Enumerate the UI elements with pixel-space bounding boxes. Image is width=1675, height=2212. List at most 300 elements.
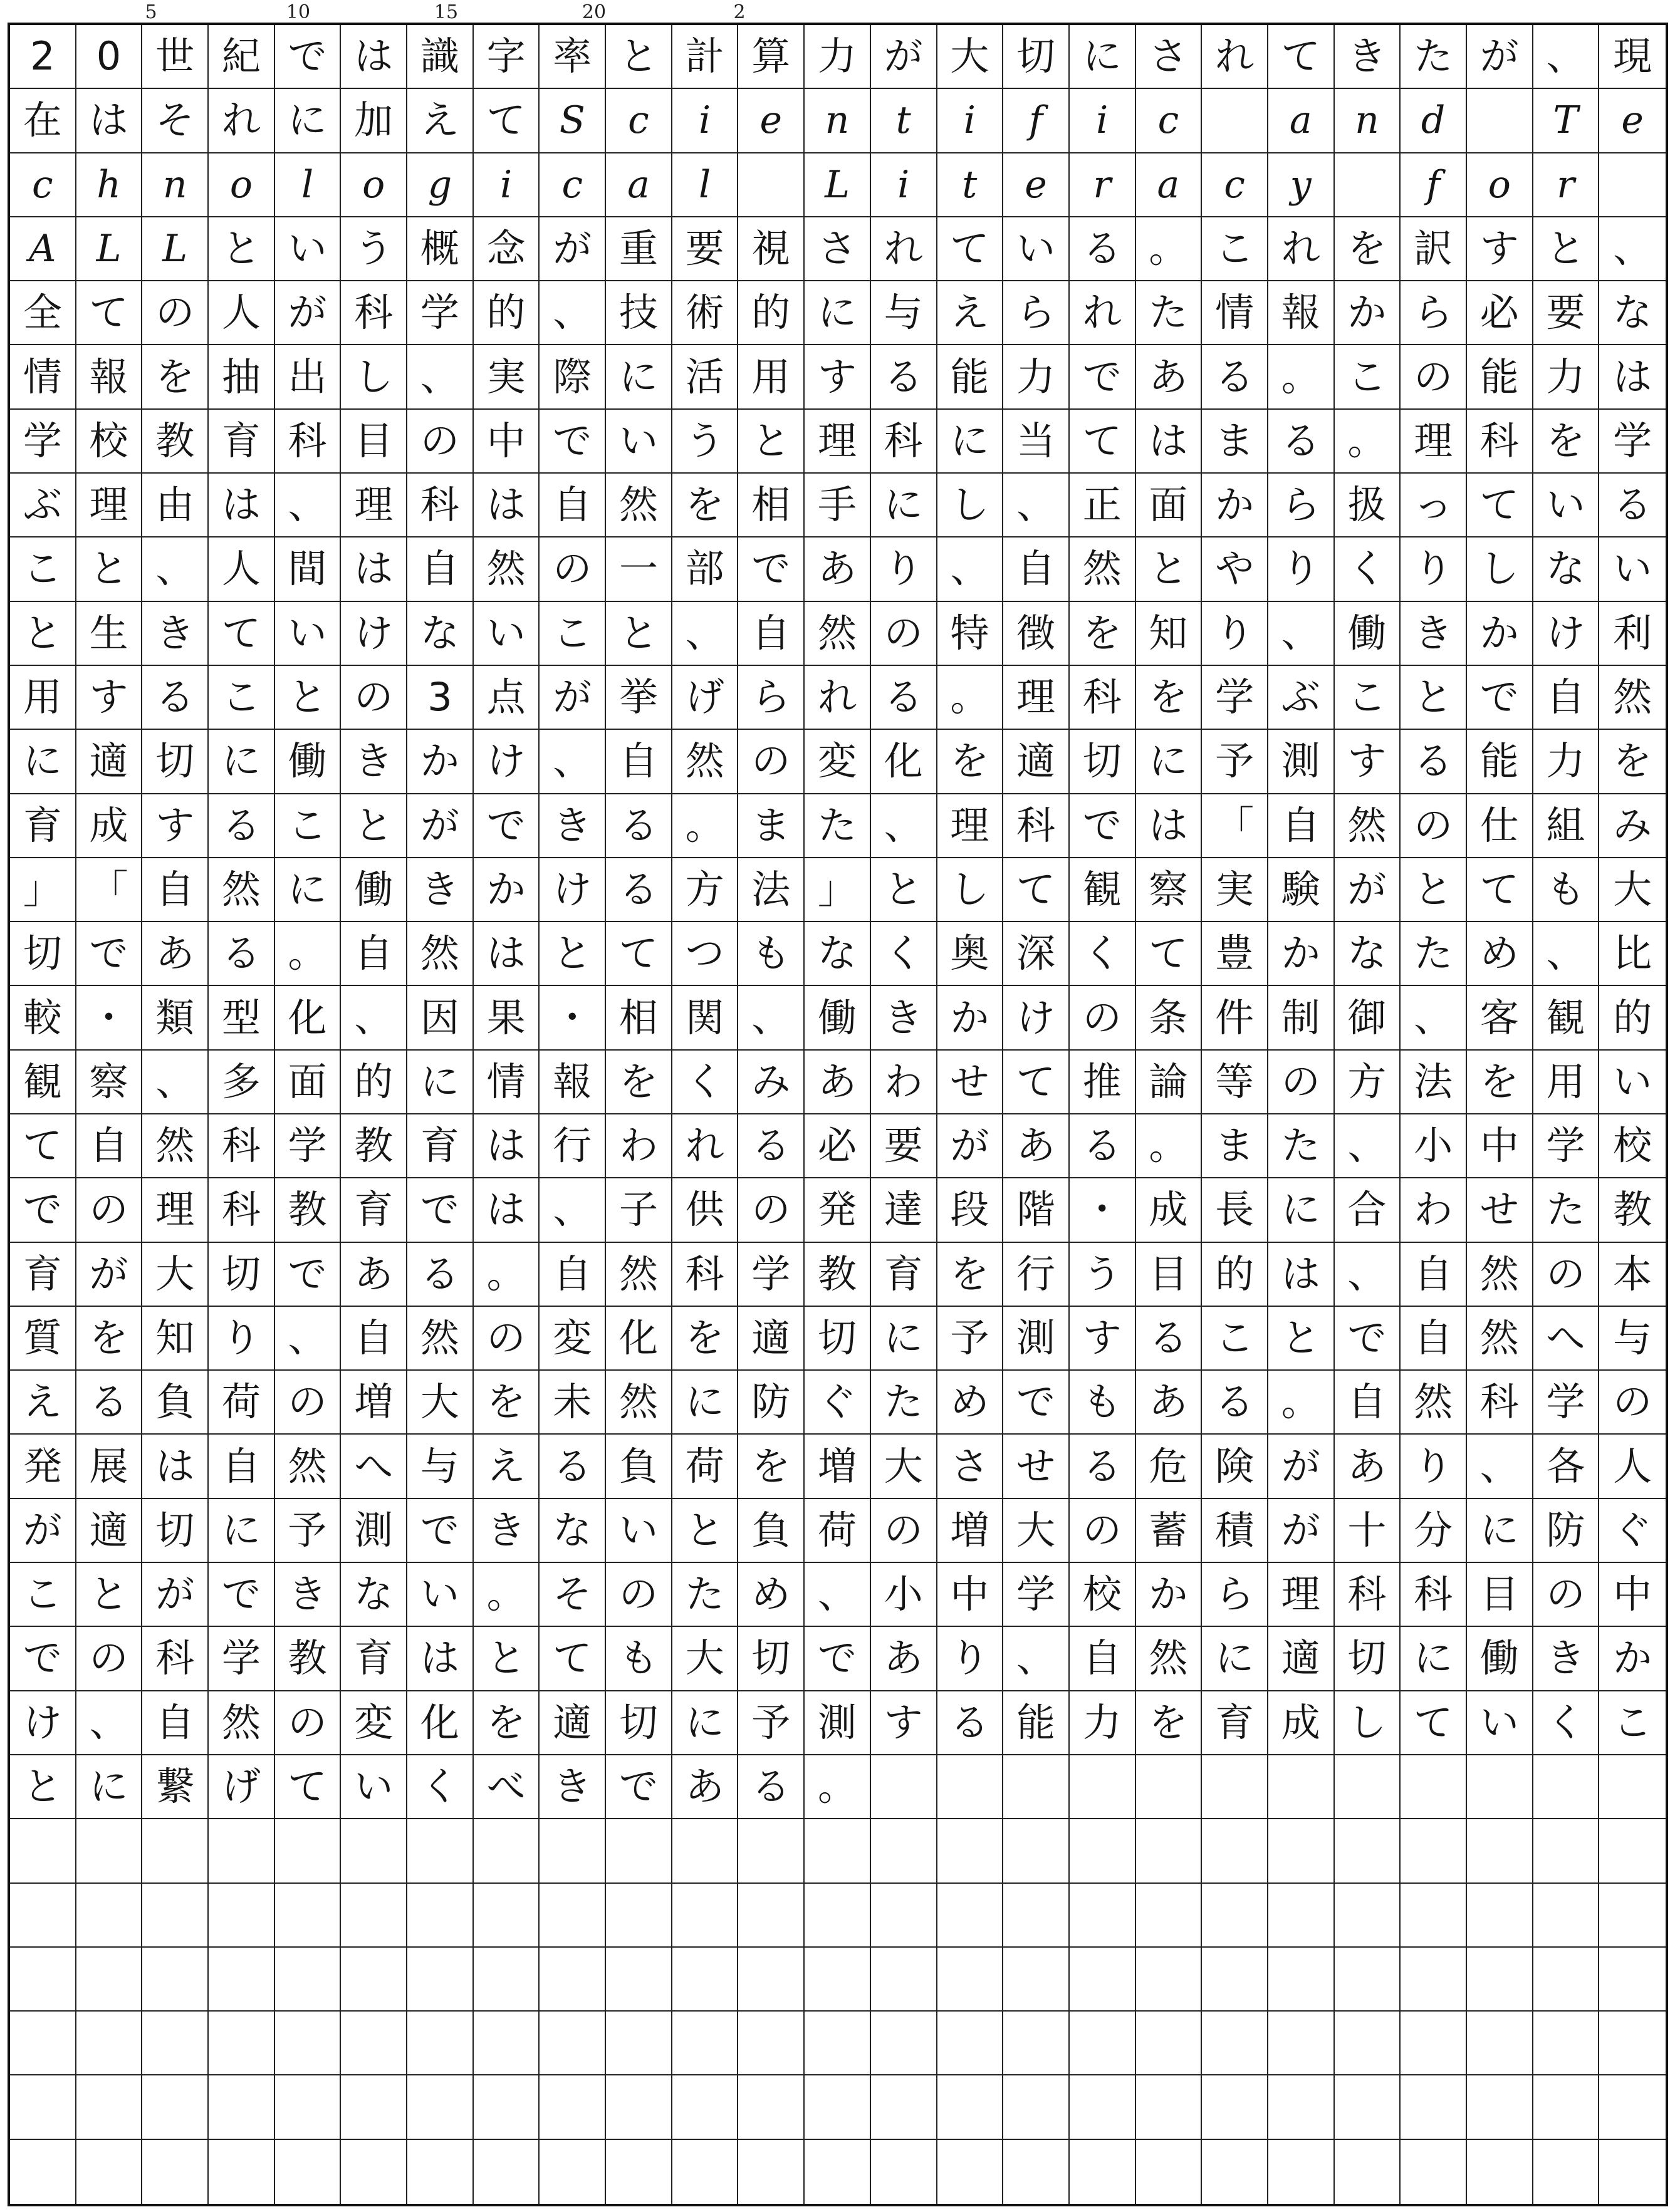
grid-cell: 在 — [10, 89, 76, 153]
grid-cell: に — [209, 1499, 275, 1563]
grid-cell: け — [1003, 986, 1070, 1050]
grid-cell: と — [76, 537, 143, 601]
grid-cell: わ — [1401, 1178, 1467, 1242]
grid-cell: L — [142, 217, 209, 281]
grid-cell: n — [1335, 89, 1401, 153]
grid-cell: 制 — [1268, 986, 1335, 1050]
grid-cell: に — [1268, 1178, 1335, 1242]
grid-cell: 子 — [606, 1178, 672, 1242]
column-marker-25: 2 — [733, 1, 746, 23]
grid-cell: る — [1401, 730, 1467, 794]
grid-cell: ら — [738, 666, 805, 730]
grid-cell — [738, 1948, 805, 2012]
grid-cell: の — [474, 1307, 540, 1371]
grid-cell — [275, 2140, 342, 2204]
grid-cell — [1070, 2012, 1136, 2075]
grid-cell: 実 — [474, 345, 540, 409]
grid-cell — [1268, 2140, 1335, 2204]
grid-cell: の — [142, 281, 209, 345]
grid-cell: ・ — [1070, 1178, 1136, 1242]
grid-cell: 予 — [1202, 730, 1268, 794]
grid-cell: 、 — [142, 1051, 209, 1114]
grid-cell: 働 — [805, 986, 871, 1050]
grid-cell: 、 — [1335, 1243, 1401, 1307]
grid-cell: 、 — [1003, 474, 1070, 537]
grid-cell — [209, 1884, 275, 1948]
grid-cell — [672, 2140, 739, 2204]
grid-cell: 、 — [540, 1178, 606, 1242]
grid-cell — [407, 1884, 474, 1948]
grid-cell: で — [805, 1627, 871, 1691]
grid-cell: い — [1003, 217, 1070, 281]
grid-cell — [76, 1819, 143, 1883]
grid-cell: が — [540, 217, 606, 281]
grid-cell — [1599, 153, 1666, 217]
grid-cell: 切 — [1003, 25, 1070, 89]
genkou-grid — [8, 23, 1668, 2206]
grid-cell: で — [209, 1563, 275, 1627]
grid-cell: で — [1070, 794, 1136, 858]
grid-cell: c — [540, 153, 606, 217]
grid-cell: 自 — [341, 922, 407, 986]
grid-cell: 仕 — [1467, 794, 1533, 858]
grid-cell — [1003, 1819, 1070, 1883]
grid-cell: 学 — [1003, 1563, 1070, 1627]
grid-cell: 条 — [1136, 986, 1203, 1050]
grid-cell — [805, 2075, 871, 2139]
grid-cell: 自 — [407, 537, 474, 601]
grid-cell: 教 — [341, 1114, 407, 1178]
grid-cell: か — [1136, 1563, 1203, 1627]
grid-cell — [341, 2012, 407, 2075]
grid-cell: で — [606, 1755, 672, 1819]
grid-cell: 理 — [805, 410, 871, 474]
grid-cell: か — [1202, 474, 1268, 537]
grid-cell: さ — [937, 1435, 1004, 1498]
grid-cell: 験 — [1268, 858, 1335, 922]
grid-cell: 科 — [341, 281, 407, 345]
grid-cell: 活 — [672, 345, 739, 409]
grid-cell: に — [275, 89, 342, 153]
grid-cell — [805, 2140, 871, 2204]
grid-cell: 的 — [474, 281, 540, 345]
grid-cell: あ — [341, 1243, 407, 1307]
grid-cell: の — [1533, 1243, 1600, 1307]
grid-cell: 達 — [871, 1178, 937, 1242]
grid-cell — [1401, 2012, 1467, 2075]
grid-cell: を — [606, 1051, 672, 1114]
grid-cell: る — [871, 666, 937, 730]
grid-cell — [76, 1884, 143, 1948]
grid-cell: 然 — [606, 474, 672, 537]
grid-cell: の — [1533, 1563, 1600, 1627]
grid-cell: 育 — [10, 794, 76, 858]
grid-cell — [10, 2012, 76, 2075]
column-marker-20: 20 — [582, 1, 607, 23]
grid-cell: 特 — [937, 602, 1004, 666]
grid-cell: 自 — [1070, 1627, 1136, 1691]
grid-cell: 全 — [10, 281, 76, 345]
grid-cell — [672, 1948, 739, 2012]
grid-cell — [341, 1884, 407, 1948]
grid-cell: の — [738, 1178, 805, 1242]
grid-cell: き — [1533, 1627, 1600, 1691]
grid-cell: 能 — [1467, 345, 1533, 409]
grid-cell: 現 — [1599, 25, 1666, 89]
grid-cell: 点 — [474, 666, 540, 730]
grid-cell: ・ — [76, 986, 143, 1050]
grid-cell — [937, 1884, 1004, 1948]
grid-cell: 発 — [10, 1435, 76, 1498]
grid-cell: ら — [1401, 281, 1467, 345]
grid-cell — [1335, 2075, 1401, 2139]
grid-cell: 化 — [871, 730, 937, 794]
grid-cell: 測 — [1003, 1307, 1070, 1371]
grid-cell: 積 — [1202, 1499, 1268, 1563]
grid-cell: e — [1599, 89, 1666, 153]
grid-cell: な — [805, 922, 871, 986]
grid-cell: り — [1401, 537, 1467, 601]
grid-cell: で — [1467, 666, 1533, 730]
grid-cell: は — [341, 537, 407, 601]
grid-cell — [1467, 2075, 1533, 2139]
grid-cell: に — [209, 730, 275, 794]
grid-cell: 人 — [209, 281, 275, 345]
grid-cell: 出 — [275, 345, 342, 409]
grid-cell: こ — [1202, 217, 1268, 281]
grid-cell: く — [672, 1051, 739, 1114]
grid-cell — [209, 2140, 275, 2204]
grid-cell: 、 — [341, 986, 407, 1050]
grid-cell: l — [275, 153, 342, 217]
grid-cell: は — [474, 1114, 540, 1178]
grid-cell: る — [937, 1691, 1004, 1755]
grid-cell: 深 — [1003, 922, 1070, 986]
grid-cell: の — [275, 1691, 342, 1755]
grid-cell — [738, 2012, 805, 2075]
grid-cell: す — [1070, 1307, 1136, 1371]
grid-cell: 観 — [10, 1051, 76, 1114]
grid-cell — [1467, 2012, 1533, 2075]
grid-cell: n — [142, 153, 209, 217]
grid-cell: た — [1401, 922, 1467, 986]
grid-cell: 面 — [275, 1051, 342, 1114]
grid-cell — [1003, 2075, 1070, 2139]
grid-cell: あ — [672, 1755, 739, 1819]
grid-cell: 然 — [1401, 1371, 1467, 1435]
grid-cell: ぶ — [10, 474, 76, 537]
grid-cell: 適 — [738, 1307, 805, 1371]
grid-cell: み — [738, 1051, 805, 1114]
grid-cell: 学 — [10, 410, 76, 474]
grid-cell: 防 — [1533, 1499, 1600, 1563]
grid-cell: に — [275, 858, 342, 922]
grid-cell: 観 — [1533, 986, 1600, 1050]
grid-cell: す — [142, 794, 209, 858]
grid-cell: 目 — [1136, 1243, 1203, 1307]
grid-cell: り — [937, 1627, 1004, 1691]
grid-cell: 繋 — [142, 1755, 209, 1819]
grid-cell: こ — [1599, 1691, 1666, 1755]
grid-cell: れ — [1202, 25, 1268, 89]
grid-cell: を — [474, 1371, 540, 1435]
grid-cell: く — [1070, 922, 1136, 986]
grid-cell: 。 — [474, 1563, 540, 1627]
grid-cell: て — [540, 1627, 606, 1691]
grid-cell — [871, 1755, 937, 1819]
grid-cell: に — [871, 474, 937, 537]
grid-cell: 自 — [76, 1114, 143, 1178]
grid-cell — [1401, 1948, 1467, 2012]
grid-cell: 危 — [1136, 1435, 1203, 1498]
grid-cell: う — [672, 410, 739, 474]
grid-cell: 働 — [1467, 1627, 1533, 1691]
grid-cell: 型 — [209, 986, 275, 1050]
grid-cell: っ — [1401, 474, 1467, 537]
grid-cell: 理 — [1401, 410, 1467, 474]
grid-cell: あ — [805, 537, 871, 601]
grid-cell: ぐ — [1599, 1499, 1666, 1563]
grid-cell: れ — [871, 217, 937, 281]
grid-cell: 目 — [341, 410, 407, 474]
grid-cell: i — [1070, 89, 1136, 153]
grid-cell — [738, 1819, 805, 1883]
grid-cell: の — [341, 666, 407, 730]
grid-cell — [606, 2012, 672, 2075]
grid-cell — [1467, 1819, 1533, 1883]
grid-cell: で — [10, 1627, 76, 1691]
grid-cell: n — [805, 89, 871, 153]
grid-cell: 、 — [738, 986, 805, 1050]
grid-cell — [1467, 2140, 1533, 2204]
grid-cell: さ — [1136, 25, 1203, 89]
grid-cell — [1003, 2140, 1070, 2204]
grid-cell: i — [672, 89, 739, 153]
grid-cell — [1599, 1819, 1666, 1883]
grid-cell: に — [871, 1307, 937, 1371]
grid-cell: は — [474, 1178, 540, 1242]
grid-cell — [1467, 1948, 1533, 2012]
grid-cell: L — [805, 153, 871, 217]
grid-cell: し — [937, 474, 1004, 537]
grid-cell: 成 — [76, 794, 143, 858]
grid-cell — [474, 1819, 540, 1883]
grid-cell — [1136, 1819, 1203, 1883]
grid-cell: 荷 — [672, 1435, 739, 1498]
grid-cell: 、 — [1003, 1627, 1070, 1691]
grid-cell: こ — [275, 794, 342, 858]
grid-cell: の — [1401, 794, 1467, 858]
grid-cell: は — [474, 474, 540, 537]
grid-cell — [871, 1819, 937, 1883]
grid-cell: 。 — [672, 794, 739, 858]
grid-cell: 然 — [1599, 666, 1666, 730]
grid-cell: 要 — [1533, 281, 1600, 345]
grid-cell: 自 — [1335, 1371, 1401, 1435]
grid-cell — [1335, 2012, 1401, 2075]
grid-cell: 較 — [10, 986, 76, 1050]
grid-cell: と — [1401, 666, 1467, 730]
grid-cell — [937, 1755, 1004, 1819]
grid-cell — [1003, 1948, 1070, 2012]
grid-cell: 情 — [10, 345, 76, 409]
grid-cell — [606, 2140, 672, 2204]
grid-cell: い — [341, 1755, 407, 1819]
grid-cell: 、 — [275, 1307, 342, 1371]
grid-cell: と — [1533, 217, 1600, 281]
grid-cell: そ — [540, 1563, 606, 1627]
grid-cell: t — [937, 153, 1004, 217]
grid-cell: 力 — [1533, 345, 1600, 409]
grid-cell: で — [407, 1178, 474, 1242]
grid-cell: い — [606, 410, 672, 474]
grid-cell: 学 — [1599, 410, 1666, 474]
grid-cell: の — [76, 1627, 143, 1691]
grid-cell: た — [1401, 25, 1467, 89]
grid-cell — [1136, 2075, 1203, 2139]
grid-cell: 。 — [275, 922, 342, 986]
grid-cell: d — [1401, 89, 1467, 153]
grid-cell: 化 — [407, 1691, 474, 1755]
grid-cell: 自 — [606, 730, 672, 794]
grid-cell — [672, 1819, 739, 1883]
grid-cell: き — [540, 794, 606, 858]
grid-cell: て — [1268, 25, 1335, 89]
grid-cell — [672, 2075, 739, 2139]
grid-cell — [606, 1948, 672, 2012]
grid-cell: す — [76, 666, 143, 730]
grid-cell: ら — [1268, 474, 1335, 537]
grid-cell: 然 — [672, 730, 739, 794]
grid-cell: 念 — [474, 217, 540, 281]
grid-cell: こ — [1202, 1307, 1268, 1371]
grid-cell: 中 — [937, 1563, 1004, 1627]
grid-cell: 力 — [1533, 730, 1600, 794]
grid-cell: 、 — [540, 730, 606, 794]
grid-cell: 能 — [1003, 1691, 1070, 1755]
grid-cell — [1335, 1884, 1401, 1948]
grid-cell: 切 — [142, 1499, 209, 1563]
grid-cell — [341, 2140, 407, 2204]
grid-cell — [1202, 2012, 1268, 2075]
grid-cell: 比 — [1599, 922, 1666, 986]
grid-cell: な — [1599, 281, 1666, 345]
grid-cell: い — [606, 1499, 672, 1563]
grid-cell: 力 — [1070, 1691, 1136, 1755]
grid-cell: わ — [606, 1114, 672, 1178]
grid-cell: 組 — [1533, 794, 1600, 858]
grid-cell — [1070, 1755, 1136, 1819]
grid-cell: の — [1070, 1499, 1136, 1563]
grid-cell: 紀 — [209, 25, 275, 89]
grid-cell: 的 — [341, 1051, 407, 1114]
grid-cell: 用 — [738, 345, 805, 409]
grid-cell — [1070, 2140, 1136, 2204]
grid-cell: を — [738, 1435, 805, 1498]
grid-cell — [1467, 89, 1533, 153]
grid-cell — [1136, 1948, 1203, 2012]
grid-cell: い — [1467, 1691, 1533, 1755]
grid-cell: 奥 — [937, 922, 1004, 986]
grid-cell: ぶ — [1268, 666, 1335, 730]
grid-cell: は — [1136, 794, 1203, 858]
grid-cell: で — [1070, 345, 1136, 409]
grid-cell: た — [805, 794, 871, 858]
grid-cell: 教 — [142, 410, 209, 474]
grid-cell: と — [209, 217, 275, 281]
grid-cell: に — [937, 410, 1004, 474]
grid-cell — [474, 2012, 540, 2075]
grid-cell: 実 — [1202, 858, 1268, 922]
grid-cell: し — [937, 858, 1004, 922]
grid-cell: れ — [672, 1114, 739, 1178]
grid-cell: と — [1401, 858, 1467, 922]
grid-cell: や — [1202, 537, 1268, 601]
grid-cell: 自 — [341, 1307, 407, 1371]
grid-cell: も — [1533, 858, 1600, 922]
grid-cell: 増 — [805, 1435, 871, 1498]
grid-cell: え — [407, 89, 474, 153]
grid-cell — [1533, 2075, 1600, 2139]
grid-cell: 果 — [474, 986, 540, 1050]
grid-cell: 階 — [1003, 1178, 1070, 1242]
grid-cell: 教 — [1599, 1178, 1666, 1242]
grid-cell: 、 — [1467, 1435, 1533, 1498]
grid-cell: 、 — [937, 537, 1004, 601]
grid-cell: た — [1136, 281, 1203, 345]
grid-cell — [142, 1948, 209, 2012]
grid-cell: 、 — [871, 794, 937, 858]
grid-cell: る — [76, 1371, 143, 1435]
grid-cell: 察 — [1136, 858, 1203, 922]
grid-cell: 人 — [1599, 1435, 1666, 1498]
grid-cell — [142, 1884, 209, 1948]
grid-cell: 類 — [142, 986, 209, 1050]
grid-cell: こ — [1335, 666, 1401, 730]
grid-cell — [540, 2140, 606, 2204]
grid-cell: 然 — [407, 922, 474, 986]
column-marker-10: 10 — [286, 1, 311, 23]
grid-cell — [76, 2075, 143, 2139]
grid-cell: で — [540, 410, 606, 474]
grid-cell: 科 — [1401, 1563, 1467, 1627]
grid-cell — [1070, 2075, 1136, 2139]
grid-cell — [937, 1819, 1004, 1883]
grid-cell: は — [142, 1435, 209, 1498]
grid-cell: て — [474, 89, 540, 153]
grid-cell: は — [76, 89, 143, 153]
grid-cell: o — [341, 153, 407, 217]
grid-cell: を — [1070, 602, 1136, 666]
grid-cell: そ — [142, 89, 209, 153]
grid-cell: に — [76, 1755, 143, 1819]
grid-cell — [1268, 1884, 1335, 1948]
grid-cell: げ — [209, 1755, 275, 1819]
column-marker-5: 5 — [145, 1, 157, 23]
grid-cell: こ — [10, 1563, 76, 1627]
grid-cell: 報 — [1268, 281, 1335, 345]
grid-cell: あ — [871, 1627, 937, 1691]
grid-cell: て — [606, 922, 672, 986]
grid-cell: べ — [474, 1755, 540, 1819]
grid-cell: 。 — [805, 1755, 871, 1819]
grid-cell: 法 — [1401, 1051, 1467, 1114]
grid-cell: 自 — [1003, 537, 1070, 601]
grid-cell — [1202, 2075, 1268, 2139]
grid-cell — [871, 2012, 937, 2075]
grid-cell: 理 — [937, 794, 1004, 858]
grid-cell: 大 — [871, 1435, 937, 1498]
